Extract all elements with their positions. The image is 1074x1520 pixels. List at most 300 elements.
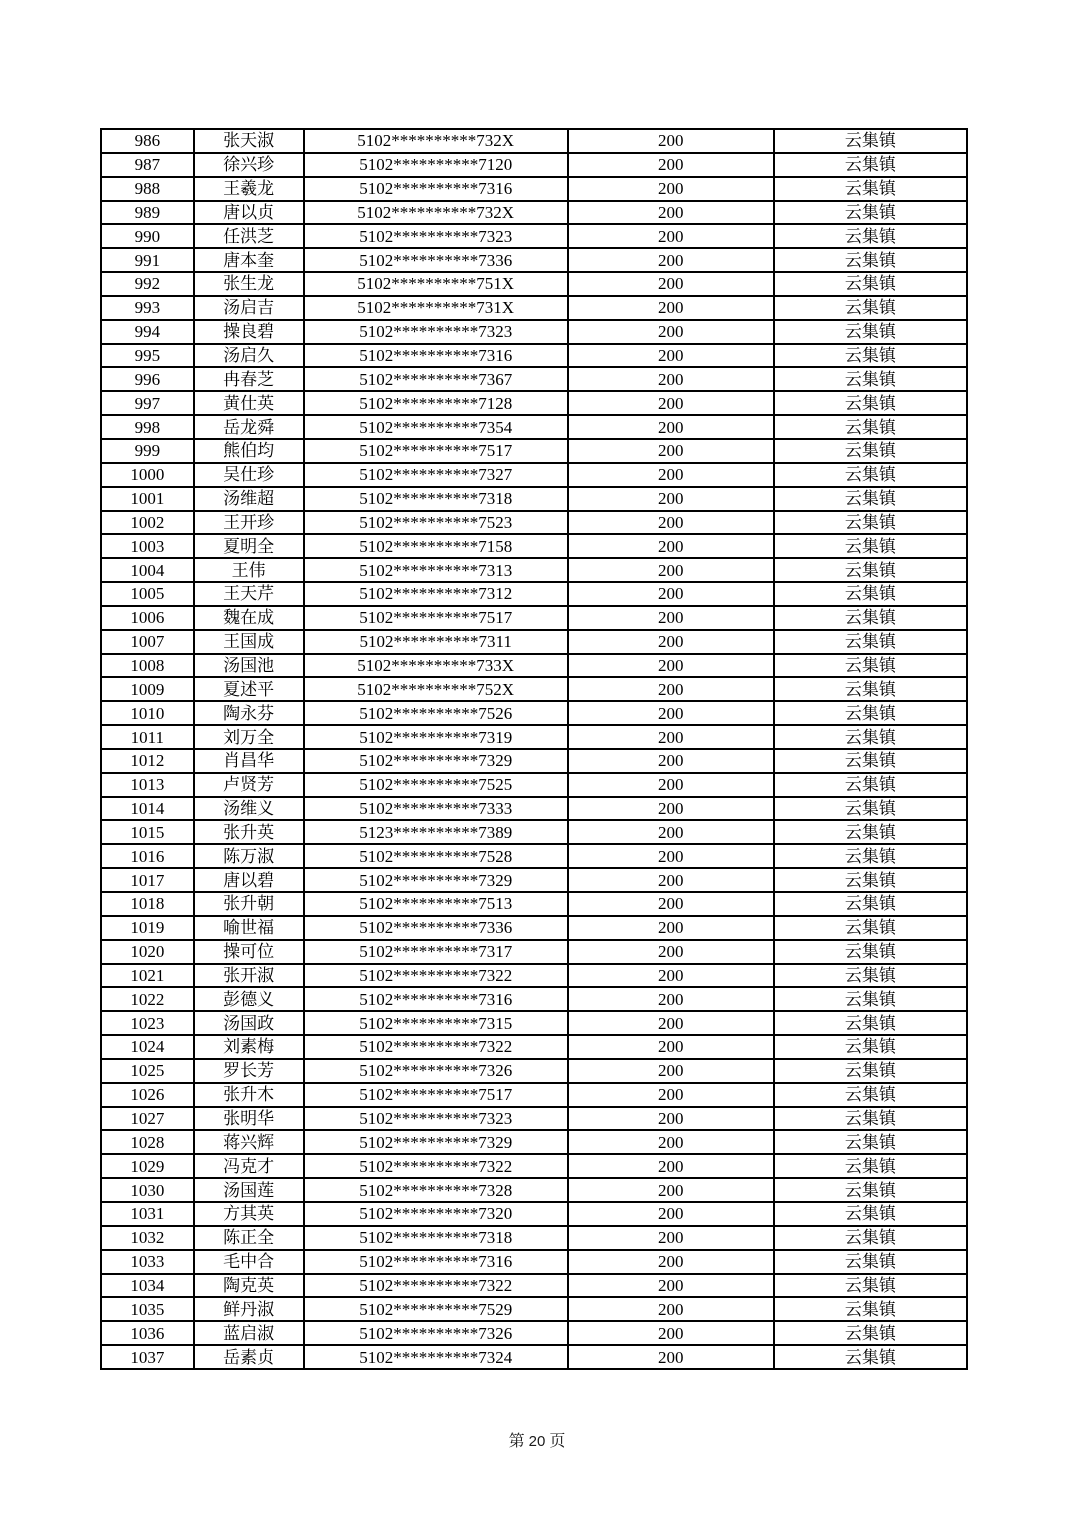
town-cell: 云集镇 [774,1083,967,1107]
name-cell: 黄仕英 [194,391,304,415]
town-cell: 云集镇 [774,940,967,964]
serial-cell: 1031 [101,1202,194,1226]
amount-cell: 200 [568,1345,774,1369]
amount-cell: 200 [568,153,774,177]
serial-cell: 1002 [101,511,194,535]
table-row [101,1130,967,1154]
serial-cell: 1036 [101,1321,194,1345]
table-row [101,1274,967,1298]
id-number-cell: 5102**********752X [304,677,568,701]
serial-cell: 995 [101,344,194,368]
name-cell: 王国成 [194,630,304,654]
town-cell: 云集镇 [774,868,967,892]
name-cell: 唐本奎 [194,248,304,272]
roster-table [100,128,968,1370]
town-cell: 云集镇 [774,1202,967,1226]
table-row [101,940,967,964]
id-number-cell: 5102**********7354 [304,415,568,439]
amount-cell: 200 [568,248,774,272]
serial-cell: 1023 [101,1011,194,1035]
serial-cell: 1006 [101,606,194,630]
amount-cell: 200 [568,677,774,701]
amount-cell: 200 [568,1274,774,1298]
id-number-cell: 5102**********7158 [304,534,568,558]
table-row [101,725,967,749]
id-number-cell: 5102**********7529 [304,1297,568,1321]
id-number-cell: 5102**********7324 [304,1345,568,1369]
id-number-cell: 5102**********7128 [304,391,568,415]
amount-cell: 200 [568,224,774,248]
amount-cell: 200 [568,844,774,868]
serial-cell: 1035 [101,1297,194,1321]
id-number-cell: 5102**********7336 [304,248,568,272]
town-cell: 云集镇 [774,797,967,821]
name-cell: 汤维超 [194,487,304,511]
id-number-cell: 5102**********7367 [304,367,568,391]
name-cell: 徐兴珍 [194,153,304,177]
town-cell: 云集镇 [774,844,967,868]
name-cell: 汤国池 [194,654,304,678]
serial-cell: 997 [101,391,194,415]
id-number-cell: 5102**********731X [304,296,568,320]
roster-table-body [101,129,967,1369]
serial-cell: 1033 [101,1250,194,1274]
table-row [101,439,967,463]
table-row [101,272,967,296]
name-cell: 方其英 [194,1202,304,1226]
name-cell: 唐以碧 [194,868,304,892]
id-number-cell: 5102**********7328 [304,1178,568,1202]
amount-cell: 200 [568,964,774,988]
amount-cell: 200 [568,749,774,773]
table-row [101,1178,967,1202]
table-row [101,654,967,678]
serial-cell: 1034 [101,1274,194,1298]
town-cell: 云集镇 [774,129,967,153]
town-cell: 云集镇 [774,367,967,391]
serial-cell: 993 [101,296,194,320]
serial-cell: 998 [101,415,194,439]
serial-cell: 1020 [101,940,194,964]
serial-cell: 1010 [101,701,194,725]
name-cell: 唐以贞 [194,201,304,225]
town-cell: 云集镇 [774,391,967,415]
serial-cell: 996 [101,367,194,391]
id-number-cell: 5102**********7329 [304,868,568,892]
table-row [101,892,967,916]
amount-cell: 200 [568,701,774,725]
id-number-cell: 5102**********733X [304,654,568,678]
table-row [101,1035,967,1059]
amount-cell: 200 [568,630,774,654]
serial-cell: 1026 [101,1083,194,1107]
table-row [101,511,967,535]
serial-cell: 1012 [101,749,194,773]
name-cell: 操良碧 [194,320,304,344]
id-number-cell: 5102**********7315 [304,1011,568,1035]
name-cell: 吴仕珍 [194,463,304,487]
serial-cell: 1032 [101,1226,194,1250]
id-number-cell: 5102**********7523 [304,511,568,535]
table-row [101,1226,967,1250]
table-row [101,1154,967,1178]
table-row [101,296,967,320]
name-cell: 夏述平 [194,677,304,701]
amount-cell: 200 [568,1202,774,1226]
table-row [101,344,967,368]
town-cell: 云集镇 [774,987,967,1011]
id-number-cell: 5102**********7323 [304,320,568,344]
id-number-cell: 5102**********7322 [304,1274,568,1298]
serial-cell: 991 [101,248,194,272]
amount-cell: 200 [568,439,774,463]
name-cell: 熊伯均 [194,439,304,463]
id-number-cell: 5102**********7319 [304,725,568,749]
page-number: 20 [528,1433,546,1450]
table-row [101,129,967,153]
name-cell: 刘万全 [194,725,304,749]
id-number-cell: 5102**********751X [304,272,568,296]
amount-cell: 200 [568,1250,774,1274]
id-number-cell: 5102**********7326 [304,1321,568,1345]
name-cell: 刘素梅 [194,1035,304,1059]
table-row [101,820,967,844]
amount-cell: 200 [568,534,774,558]
amount-cell: 200 [568,558,774,582]
town-cell: 云集镇 [774,224,967,248]
town-cell: 云集镇 [774,511,967,535]
serial-cell: 999 [101,439,194,463]
table-row [101,749,967,773]
name-cell: 汤维义 [194,797,304,821]
id-number-cell: 5123**********7389 [304,820,568,844]
id-number-cell: 5102**********7326 [304,1059,568,1083]
amount-cell: 200 [568,773,774,797]
town-cell: 云集镇 [774,964,967,988]
town-cell: 云集镇 [774,1130,967,1154]
town-cell: 云集镇 [774,1035,967,1059]
table-row [101,964,967,988]
town-cell: 云集镇 [774,177,967,201]
table-row [101,1297,967,1321]
table-row [101,582,967,606]
page-footer [0,1428,1074,1451]
amount-cell: 200 [568,367,774,391]
name-cell: 张升朝 [194,892,304,916]
name-cell: 陈万淑 [194,844,304,868]
id-number-cell: 5102**********7312 [304,582,568,606]
serial-cell: 1037 [101,1345,194,1369]
serial-cell: 1028 [101,1130,194,1154]
serial-cell: 992 [101,272,194,296]
table-row [101,201,967,225]
amount-cell: 200 [568,272,774,296]
id-number-cell: 5102**********7329 [304,749,568,773]
table-row [101,558,967,582]
id-number-cell: 5102**********7526 [304,701,568,725]
table-row [101,391,967,415]
town-cell: 云集镇 [774,1345,967,1369]
id-number-cell: 5102**********7329 [304,1130,568,1154]
name-cell: 喻世福 [194,916,304,940]
name-cell: 王伟 [194,558,304,582]
town-cell: 云集镇 [774,892,967,916]
town-cell: 云集镇 [774,1178,967,1202]
serial-cell: 1029 [101,1154,194,1178]
amount-cell: 200 [568,797,774,821]
name-cell: 岳龙舜 [194,415,304,439]
amount-cell: 200 [568,654,774,678]
table-row [101,1345,967,1369]
name-cell: 冯克才 [194,1154,304,1178]
id-number-cell: 5102**********732X [304,201,568,225]
table-row [101,797,967,821]
serial-cell: 1000 [101,463,194,487]
name-cell: 张明华 [194,1107,304,1131]
serial-cell: 1015 [101,820,194,844]
town-cell: 云集镇 [774,463,967,487]
amount-cell: 200 [568,415,774,439]
serial-cell: 1001 [101,487,194,511]
name-cell: 陈正全 [194,1226,304,1250]
town-cell: 云集镇 [774,725,967,749]
table-row [101,1202,967,1226]
table-row [101,630,967,654]
id-number-cell: 5102**********7313 [304,558,568,582]
table-row [101,844,967,868]
page-footer-suffix: 页 [549,1433,566,1450]
serial-cell: 1014 [101,797,194,821]
table-row [101,1250,967,1274]
name-cell: 岳素贞 [194,1345,304,1369]
serial-cell: 1005 [101,582,194,606]
page-footer-prefix: 第 [508,1433,525,1450]
town-cell: 云集镇 [774,415,967,439]
town-cell: 云集镇 [774,534,967,558]
amount-cell: 200 [568,296,774,320]
town-cell: 云集镇 [774,1059,967,1083]
serial-cell: 1030 [101,1178,194,1202]
id-number-cell: 5102**********7318 [304,1226,568,1250]
table-row [101,177,967,201]
table-row [101,153,967,177]
name-cell: 汤国莲 [194,1178,304,1202]
serial-cell: 1018 [101,892,194,916]
name-cell: 王开珍 [194,511,304,535]
town-cell: 云集镇 [774,916,967,940]
amount-cell: 200 [568,940,774,964]
amount-cell: 200 [568,129,774,153]
id-number-cell: 5102**********7327 [304,463,568,487]
id-number-cell: 5102**********7322 [304,1154,568,1178]
id-number-cell: 5102**********7323 [304,1107,568,1131]
town-cell: 云集镇 [774,749,967,773]
town-cell: 云集镇 [774,677,967,701]
town-cell: 云集镇 [774,582,967,606]
name-cell: 张升木 [194,1083,304,1107]
amount-cell: 200 [568,582,774,606]
table-row [101,606,967,630]
table-row [101,463,967,487]
serial-cell: 986 [101,129,194,153]
id-number-cell: 5102**********7336 [304,916,568,940]
amount-cell: 200 [568,320,774,344]
town-cell: 云集镇 [774,439,967,463]
town-cell: 云集镇 [774,630,967,654]
town-cell: 云集镇 [774,1274,967,1298]
amount-cell: 200 [568,177,774,201]
table-row [101,868,967,892]
amount-cell: 200 [568,725,774,749]
id-number-cell: 5102**********7323 [304,224,568,248]
name-cell: 卢贤芳 [194,773,304,797]
id-number-cell: 5102**********7528 [304,844,568,868]
serial-cell: 1009 [101,677,194,701]
table-row [101,701,967,725]
serial-cell: 1011 [101,725,194,749]
serial-cell: 1008 [101,654,194,678]
id-number-cell: 5102**********732X [304,129,568,153]
name-cell: 张开淑 [194,964,304,988]
id-number-cell: 5102**********7513 [304,892,568,916]
table-row [101,1083,967,1107]
table-row [101,367,967,391]
amount-cell: 200 [568,1321,774,1345]
table-row [101,773,967,797]
amount-cell: 200 [568,463,774,487]
amount-cell: 200 [568,1130,774,1154]
id-number-cell: 5102**********7311 [304,630,568,654]
name-cell: 张升英 [194,820,304,844]
town-cell: 云集镇 [774,153,967,177]
name-cell: 毛中合 [194,1250,304,1274]
name-cell: 任洪芝 [194,224,304,248]
amount-cell: 200 [568,1035,774,1059]
name-cell: 冉春芝 [194,367,304,391]
name-cell: 王天芹 [194,582,304,606]
table-row [101,916,967,940]
serial-cell: 990 [101,224,194,248]
amount-cell: 200 [568,916,774,940]
amount-cell: 200 [568,892,774,916]
amount-cell: 200 [568,1011,774,1035]
name-cell: 蓝启淑 [194,1321,304,1345]
amount-cell: 200 [568,1107,774,1131]
town-cell: 云集镇 [774,606,967,630]
table-row [101,1321,967,1345]
table-row [101,1011,967,1035]
serial-cell: 1013 [101,773,194,797]
serial-cell: 1007 [101,630,194,654]
amount-cell: 200 [568,987,774,1011]
table-row [101,320,967,344]
id-number-cell: 5102**********7316 [304,344,568,368]
id-number-cell: 5102**********7322 [304,964,568,988]
serial-cell: 1017 [101,868,194,892]
town-cell: 云集镇 [774,1107,967,1131]
amount-cell: 200 [568,1059,774,1083]
name-cell: 汤国政 [194,1011,304,1035]
name-cell: 魏在成 [194,606,304,630]
name-cell: 操可位 [194,940,304,964]
table-row [101,415,967,439]
amount-cell: 200 [568,820,774,844]
name-cell: 张天淑 [194,129,304,153]
town-cell: 云集镇 [774,1297,967,1321]
amount-cell: 200 [568,606,774,630]
table-row [101,534,967,558]
id-number-cell: 5102**********7517 [304,439,568,463]
serial-cell: 987 [101,153,194,177]
id-number-cell: 5102**********7120 [304,153,568,177]
amount-cell: 200 [568,868,774,892]
table-row [101,1059,967,1083]
name-cell: 汤启吉 [194,296,304,320]
town-cell: 云集镇 [774,820,967,844]
town-cell: 云集镇 [774,296,967,320]
name-cell: 陶永芬 [194,701,304,725]
id-number-cell: 5102**********7318 [304,487,568,511]
id-number-cell: 5102**********7316 [304,987,568,1011]
serial-cell: 994 [101,320,194,344]
table-row [101,1107,967,1131]
name-cell: 夏明全 [194,534,304,558]
table-row [101,677,967,701]
table-row [101,487,967,511]
serial-cell: 1019 [101,916,194,940]
town-cell: 云集镇 [774,1250,967,1274]
name-cell: 蒋兴辉 [194,1130,304,1154]
amount-cell: 200 [568,1083,774,1107]
town-cell: 云集镇 [774,1226,967,1250]
town-cell: 云集镇 [774,344,967,368]
serial-cell: 1025 [101,1059,194,1083]
town-cell: 云集镇 [774,773,967,797]
town-cell: 云集镇 [774,1321,967,1345]
amount-cell: 200 [568,1154,774,1178]
table-row [101,248,967,272]
town-cell: 云集镇 [774,701,967,725]
town-cell: 云集镇 [774,1154,967,1178]
amount-cell: 200 [568,487,774,511]
amount-cell: 200 [568,1226,774,1250]
name-cell: 王羲龙 [194,177,304,201]
id-number-cell: 5102**********7320 [304,1202,568,1226]
amount-cell: 200 [568,344,774,368]
id-number-cell: 5102**********7322 [304,1035,568,1059]
serial-cell: 1004 [101,558,194,582]
id-number-cell: 5102**********7525 [304,773,568,797]
name-cell: 陶克英 [194,1274,304,1298]
id-number-cell: 5102**********7317 [304,940,568,964]
id-number-cell: 5102**********7333 [304,797,568,821]
town-cell: 云集镇 [774,248,967,272]
serial-cell: 1021 [101,964,194,988]
name-cell: 张生龙 [194,272,304,296]
table-row [101,987,967,1011]
serial-cell: 1027 [101,1107,194,1131]
town-cell: 云集镇 [774,201,967,225]
serial-cell: 1003 [101,534,194,558]
id-number-cell: 5102**********7517 [304,606,568,630]
name-cell: 彭德义 [194,987,304,1011]
town-cell: 云集镇 [774,558,967,582]
amount-cell: 200 [568,391,774,415]
name-cell: 罗长芳 [194,1059,304,1083]
amount-cell: 200 [568,1297,774,1321]
name-cell: 汤启久 [194,344,304,368]
id-number-cell: 5102**********7517 [304,1083,568,1107]
